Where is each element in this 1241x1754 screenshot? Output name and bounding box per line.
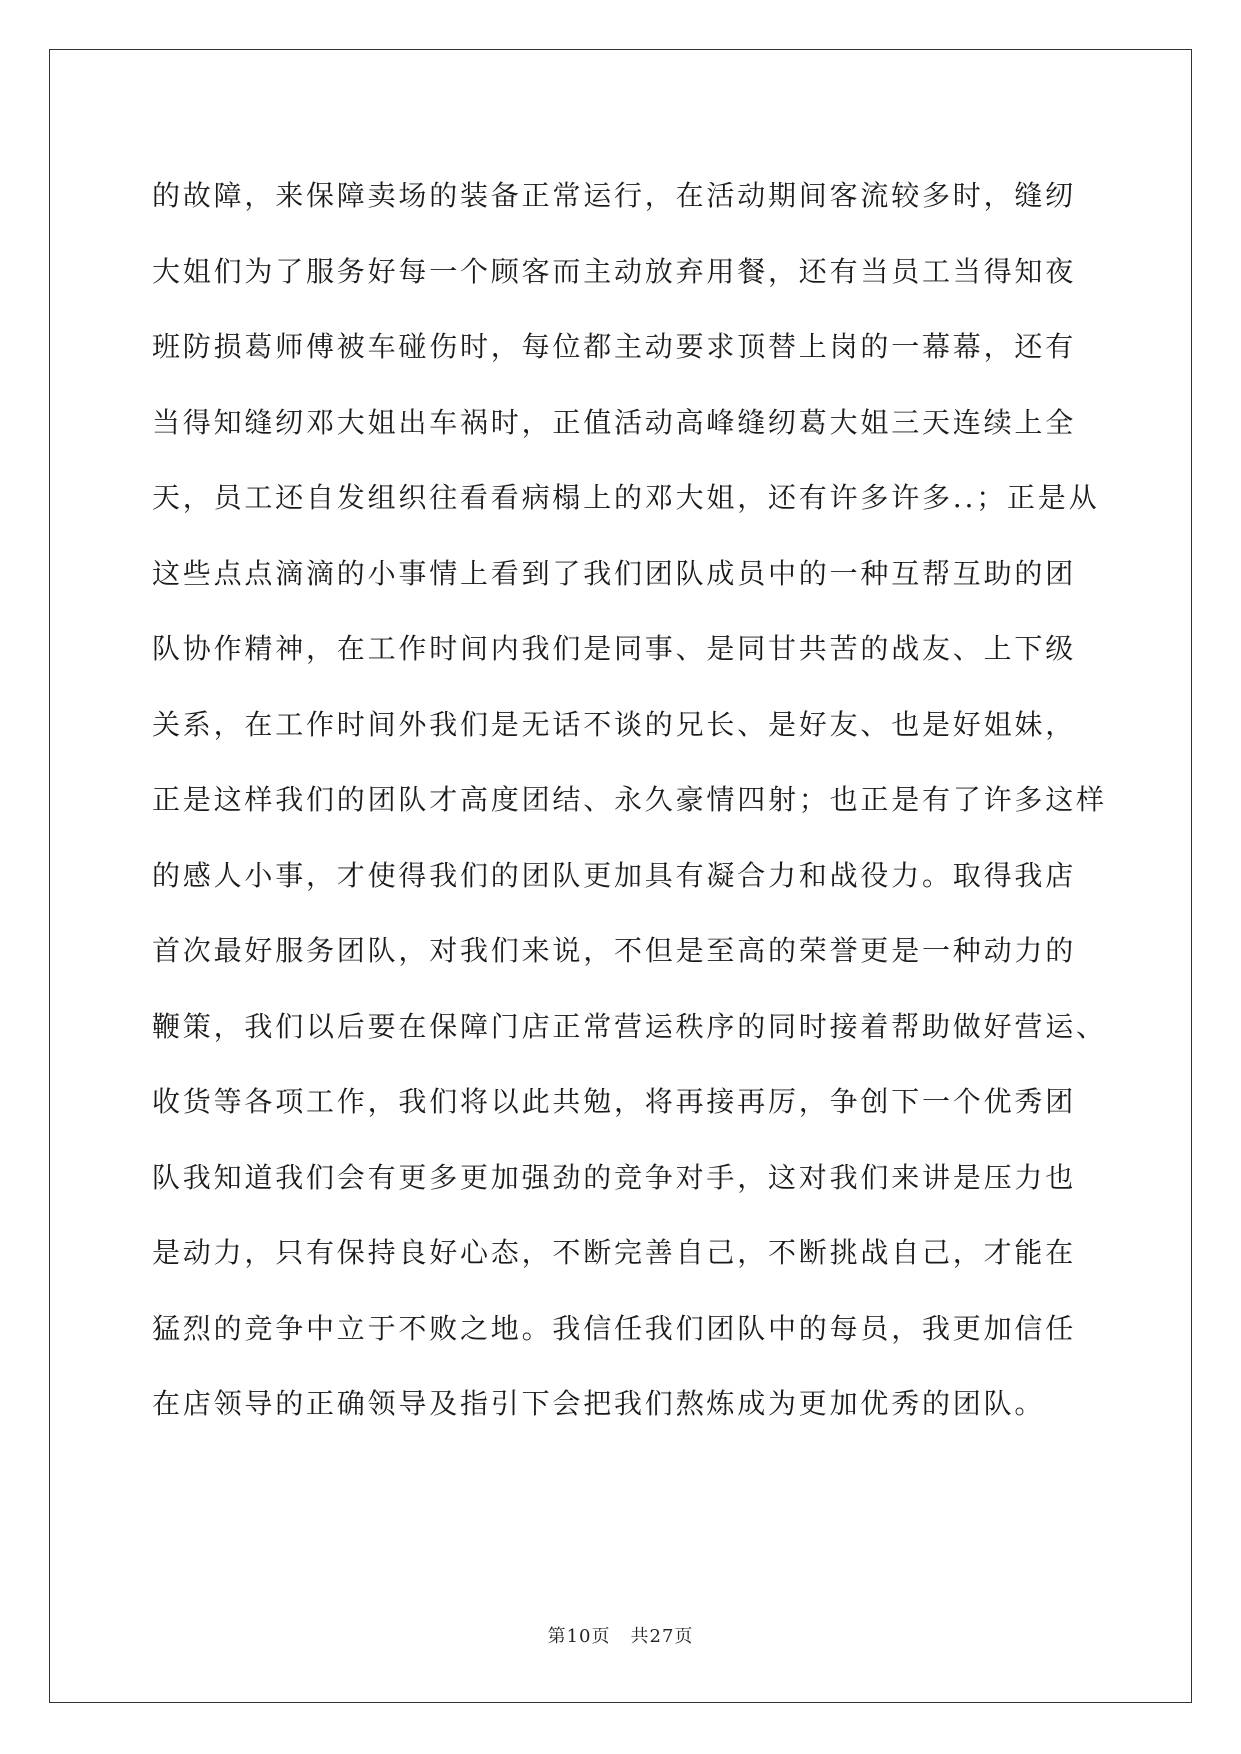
text-line: 的感人小事，才使得我们的团队更加具有凝合力和战役力。取得我店 <box>152 858 1077 892</box>
text-line: 班防损葛师傅被车碰伤时，每位都主动要求顶替上岗的一幕幕，还有 <box>152 330 1077 363</box>
text-line: 这些点点滴滴的小事情上看到了我们团队成员中的一种互帮互助的团 <box>152 556 1077 590</box>
page-number: 第10页 <box>547 1626 611 1647</box>
text-line: 的故障，来保障卖场的装备正常运行，在活动期间客流较多时，缝纫 <box>152 179 1077 212</box>
body-text <box>152 158 1112 1442</box>
text-line: 是动力，只有保持良好心态，不断完善自己，不断挑战自己，才能在 <box>152 1236 1077 1269</box>
text-line: 收货等各项工作，我们将以此共勉，将再接再厉，争创下一个优秀团 <box>152 1085 1077 1118</box>
text-line: 队我知道我们会有更多更加强劲的竞争对手，这对我们来讲是压力也 <box>152 1160 1077 1194</box>
text-line: 猛烈的竞争中立于不败之地。我信任我们团队中的每员，我更加信任 <box>152 1311 1077 1345</box>
text-line: 当得知缝纫邓大姐出车祸时，正值活动高峰缝纫葛大姐三天连续上全 <box>152 405 1077 439</box>
text-line: 鞭策，我们以后要在保障门店正常营运秩序的同时接着帮助做好营运、 <box>152 1009 1107 1043</box>
text-line: 队协作精神，在工作时间内我们是同事、是同甘共苦的战友、上下级 <box>152 632 1077 665</box>
text-line: 关系，在工作时间外我们是无话不谈的兄长、是好友、也是好姐妹， <box>152 707 1077 741</box>
page-total: 共27页 <box>630 1626 694 1647</box>
page-footer <box>0 1622 1241 1648</box>
text-line: 首次最好服务团队，对我们来说，不但是至高的荣誉更是一种动力的 <box>152 934 1077 967</box>
text-line: 在店领导的正确领导及指引下会把我们熬炼成为更加优秀的团队。 <box>152 1387 1046 1420</box>
text-line: 正是这样我们的团队才高度团结、永久豪情四射；也正是有了许多这样 <box>152 783 1107 816</box>
text-line: 大姐们为了服务好每一个顾客而主动放弃用餐，还有当员工当得知夜 <box>152 254 1077 288</box>
text-line: 天，员工还自发组织往看看病榻上的邓大姐，还有许多许多..；正是从 <box>152 481 1100 514</box>
